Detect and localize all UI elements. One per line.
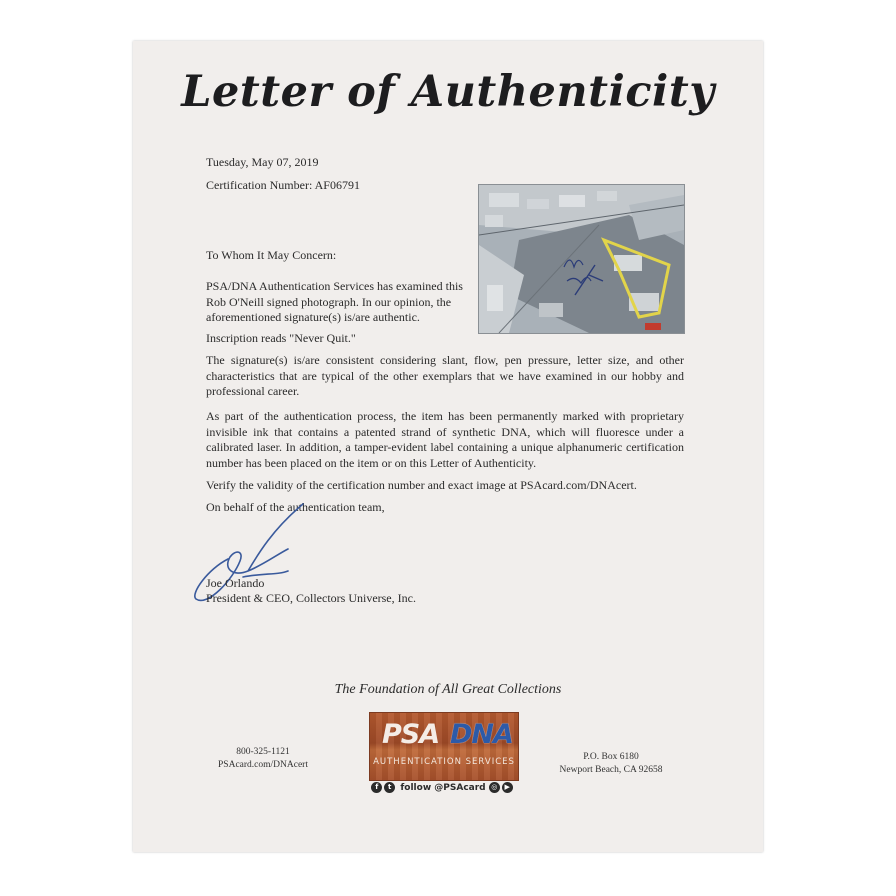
social-handle: follow @PSAcard (400, 783, 486, 793)
logo-psa-text: PSA (382, 719, 440, 750)
social-links (369, 782, 517, 793)
psa-sticker (645, 323, 661, 330)
logo-dna-text: DNA (450, 719, 513, 750)
letter-date: Tuesday, May 07, 2019 (206, 155, 319, 169)
authenticated-photo (478, 184, 685, 334)
paragraph-dna-process: As part of the authentication process, the item has been permanently marked with proprietary invisible ink that contains a patented strand of synthetic DNA, which will fluoresce under a calibrated laser. In addition, a tamper-evident label containing a unique alphanumeric certification number has been placed on the item or on this Letter of Authenticity. (206, 409, 684, 470)
aerial-photo-image (479, 185, 684, 333)
signer-title: President & CEO, Collectors Universe, Inc. (206, 591, 416, 605)
paragraph-verify: Verify the validity of the certification number and exact image at PSAcard.com/DNAcert. (206, 478, 637, 492)
psa-dna-logo (369, 712, 519, 781)
inscription-text: Inscription reads "Never Quit." (206, 331, 356, 345)
page-title: Letter of Authenticity (181, 67, 715, 117)
footer-contact-right (551, 751, 671, 777)
paragraph-examination: PSA/DNA Authentication Services has examined this Rob O'Neill signed photograph. In our opinion, the aforementioned signature(s) is/are authentic. (206, 279, 463, 324)
footer-website: PSAcard.com/DNAcert (218, 760, 308, 770)
closing-line: On behalf of the authentication team, (206, 500, 385, 514)
footer-phone: 800-325-1121 (236, 747, 290, 757)
tagline: The Foundation of All Great Collections (334, 682, 562, 697)
footer-city: Newport Beach, CA 92658 (559, 765, 663, 775)
signer-name: Joe Orlando (206, 576, 265, 590)
footer-contact-left (213, 746, 313, 772)
letter-document (133, 41, 763, 852)
instagram-icon[interactable]: ◎ (489, 782, 500, 793)
logo-subtitle: AUTHENTICATION SERVICES (373, 757, 515, 767)
facebook-icon[interactable]: f (371, 782, 382, 793)
certification-number: Certification Number: AF06791 (206, 178, 360, 192)
paragraph-consistency: The signature(s) is/are consistent considering slant, flow, pen pressure, letter size, and other characteristics that are typical of the other exemplars that we have examined in our hobby and professional career. (206, 353, 684, 398)
youtube-icon[interactable]: ▶ (502, 782, 513, 793)
salutation: To Whom It May Concern: (206, 248, 337, 262)
footer-pobox: P.O. Box 6180 (583, 752, 639, 762)
twitter-icon[interactable]: t (384, 782, 395, 793)
